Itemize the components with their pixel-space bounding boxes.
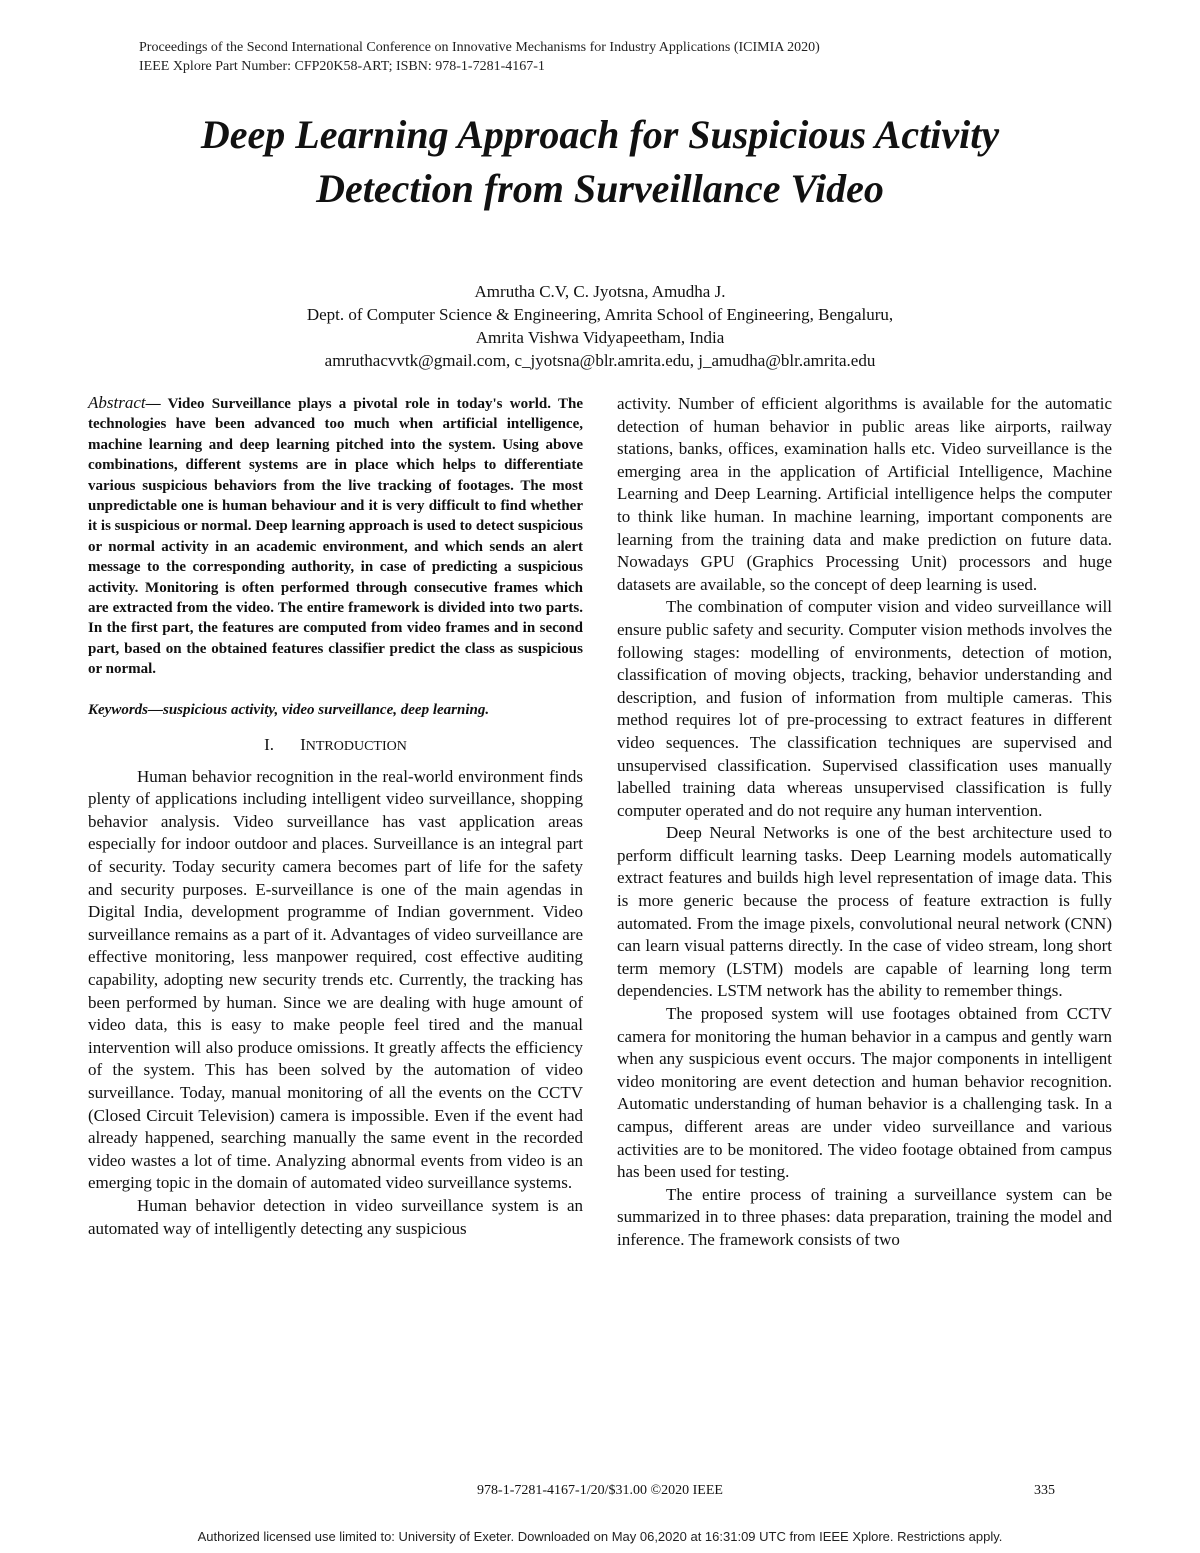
left-column — [88, 393, 583, 1240]
author-department: Dept. of Computer Science & Engineering, Amrita School of Engineering, Bengaluru, — [306, 305, 894, 324]
author-names: Amrutha C.V, C. Jyotsna, Amudha J. — [474, 282, 726, 301]
right-paragraph-4: The proposed system will use footages obtained from CCTV camera for monitoring the human behavior in a campus and gently warn when any suspicious event occurs. The major components in intelligent video monitoring are event detection and human behavior recognition. Automatic understanding of human behavior is a challenging task. In a campus, different areas are under video surveillance and various activities are to be monitored. The video footage obtained from campus has been used for testing. — [617, 1004, 1112, 1182]
abstract — [88, 393, 583, 680]
header-part-number: IEEE Xplore Part Number: CFP20K58-ART; ISBN: 978-1-7281-4167-1 — [139, 59, 545, 74]
footer-isbn: 978-1-7281-4167-1/20/$31.00 ©2020 IEEE — [477, 1483, 723, 1498]
right-paragraph-5: The entire process of training a surveillance system can be summarized in to three phases: data preparation, training the model and inference. The framework consists of two — [617, 1184, 1112, 1249]
author-university: Amrita Vishwa Vidyapeetham, India — [475, 328, 725, 347]
paper-title — [60, 108, 1140, 216]
title-line-1: Deep Learning Approach for Suspicious Activity — [200, 112, 1000, 157]
abstract-text: Video Surveillance plays a pivotal role in today's world. The technologies have been advanced too much when artificial intelligence, machine learning and deep learning pitched into the system. Using above combinations, different systems are in place which helps to differentiate various suspicious behaviors from the live tracking of footages. The most unpredictable one is human behaviour and it is very difficult to find whether it is suspicious or normal. Deep learning approach is used to detect suspicious or normal activity in an academic environment, and which sends an alert message to the corresponding authority, in case of predicting a suspicious activity. Monitoring is often performed through consecutive frames which are extracted from the video. The entire framework is divided into two parts. In the first part, the features are computed from video frames and in second part, based on the obtained features classifier predict the class as suspicious or normal. — [88, 396, 584, 678]
title-line-2: Detection from Surveillance Video — [316, 166, 884, 211]
right-paragraph-2: The combination of computer vision and video surveillance will ensure public safety and security. Computer vision methods involves the following stages: modelling of environments, detection of motion, classification of moving objects, tracking, behavior understanding and description, and fusion of information from multiple cameras. This method requires lot of pre-processing to extract features in different video sequences. The classification techniques are supervised and unsupervised classification. Supervised classification uses manually labelled training data whereas unsupervised classification is fully computer operated and do not require any human intervention. — [617, 597, 1112, 820]
section-title-initial: I — [300, 734, 306, 754]
license-notice: Authorized licensed use limited to: University of Exeter. Downloaded on May 06,2020 at 16:31:09 UTC from IEEE Xplore. Restrictions apply. — [197, 1529, 1003, 1544]
abstract-dash: — — [145, 396, 168, 412]
right-paragraph-3: Deep Neural Networks is one of the best architecture used to perform difficult learning tasks. Deep Learning models automatically extract features and builds high level representation of image data. This is more generic because the process of feature extraction is fully automated. From the image pixels, convolutional neural network (CNN) can learn visual patterns directly. In the case of video stream, long short term memory (LSTM) models are capable of learning long term dependencies. LSTM network has the ability to remember things. — [617, 823, 1112, 1001]
intro-paragraph-1: Human behavior recognition in the real-world environment finds plenty of applications including intelligent video surveillance, shopping behavior analysis. Video surveillance has vast application areas especially for indoor outdoor and places. Surveillance is an integral part of security. Today security camera becomes part of life for the safety and security purposes. E-surveillance is one of the main agendas in Digital India, development programme of Indian government. Video surveillance remains as a part of it. Advantages of video surveillance are effective monitoring, less manpower required, cost effective auditing capability, adopting new security trends etc. Currently, the tracking has been performed by human. Since we are dealing with huge amount of video data, this is easy to make people feel tired and the manual intervention will also produce omissions. It greatly affects the efficiency of the system. This has been solved by the automation of video surveillance. Today, manual monitoring of all the events on the CCTV (Closed Circuit Television) camera is impossible. Even if the event had already happened, searching manually the same event in the recorded video wastes a lot of time. Analyzing abnormal events from video is an emerging topic in the domain of automated video surveillance systems. — [88, 766, 583, 1193]
page-number: 335 — [1034, 1483, 1055, 1498]
section-heading-introduction — [88, 734, 583, 758]
section-title-rest: NTRODUCTION — [305, 738, 407, 754]
author-emails: amruthacvvtk@gmail.com, c_jyotsna@blr.amrita.edu, j_amudha@blr.amrita.edu — [324, 351, 876, 370]
abstract-label: Abstract — [88, 393, 146, 412]
header-conference: Proceedings of the Second International Conference on Innovative Mechanisms for Industry Applications (ICIMIA 2020) — [139, 40, 820, 55]
right-paragraph-1: activity. Number of efficient algorithms is available for the automatic detection of human behavior in public areas like airports, railway stations, banks, offices, examination halls etc. Video surveillance is the emerging area in the application of Artificial Intelligence, Machine Learning and Deep Learning. Artificial intelligence helps the computer to think like human. In machine learning, important components are learning from the training data and make prediction on future data. Nowadays GPU (Graphics Processing Unit) processors and huge datasets are available, so the concept of deep learning is used. — [617, 394, 1112, 594]
section-number: I. — [264, 734, 275, 754]
right-column — [617, 393, 1112, 1252]
author-block — [200, 280, 1000, 372]
keywords: Keywords—suspicious activity, video surveillance, deep learning. — [88, 701, 490, 718]
running-header — [139, 38, 820, 76]
intro-paragraph-2: Human behavior detection in video surveillance system is an automated way of intelligently detecting any suspicious — [88, 1195, 583, 1238]
